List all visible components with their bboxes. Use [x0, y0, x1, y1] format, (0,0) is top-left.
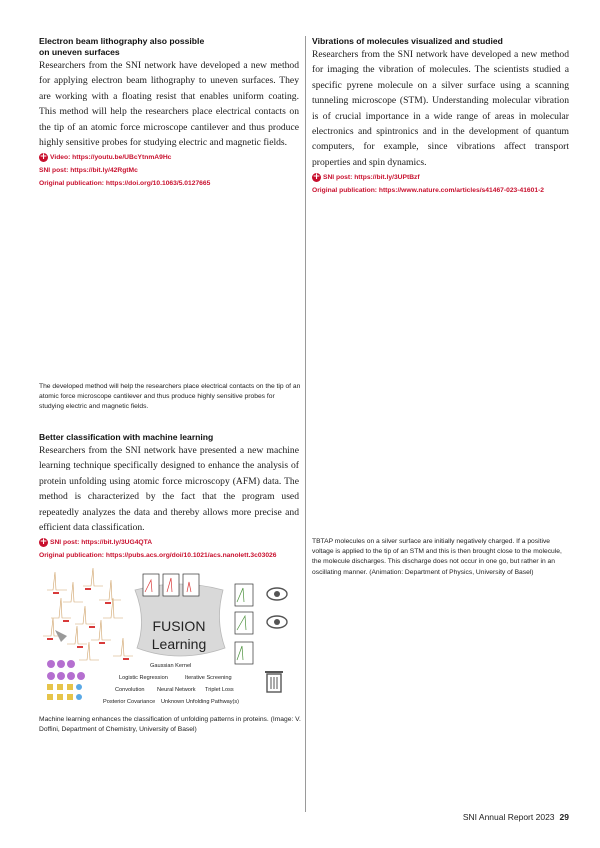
- sni-post-link-ml-label: SNI post: https://bit.ly/3UG4QTA: [50, 539, 153, 547]
- publication-link-lithography[interactable]: Original publication: https://doi.org/10.1063/5.0127665: [39, 180, 211, 188]
- title-line-2: on uneven surfaces: [39, 47, 120, 57]
- trash-icon: [265, 671, 283, 692]
- publication-link-ml[interactable]: Original publication: https://pubs.acs.org/doi/10.1021/acs.nanolett.3c03026: [39, 552, 277, 560]
- article-title-vibrations: Vibrations of molecules visualized and studied: [312, 36, 503, 46]
- title-line-1: Electron beam lithography also possible: [39, 36, 205, 46]
- article-body-vibrations: Researchers from the SNI network have developed a new method for imaging the vibration of molecules. The scientists studied a specific pyrene molecule on a silver surface using a scanning tunneling microscope (STM). Understanding molecular vibration is of crucial importance in a wide range of areas in molecular electronics and spintronics and in the development of quantum computers, for example, since vibrations affect transport properties and spin dynamics.: [312, 49, 569, 168]
- label-logistic-regression: Logistic Regression: [119, 675, 168, 681]
- left-column: [39, 36, 299, 190]
- page-number: 29: [559, 812, 569, 822]
- output-plots: [235, 584, 253, 664]
- force-curves-cluster: [43, 568, 133, 660]
- plus-icon: +: [39, 152, 48, 163]
- lithography-image: [39, 228, 299, 376]
- label-triplet-loss: Triplet Loss: [205, 687, 234, 693]
- article-title-lithography: [39, 36, 299, 58]
- page-footer: [463, 812, 569, 822]
- article-title-machine-learning: Better classification with machine learning: [39, 432, 214, 442]
- plus-icon: +: [39, 537, 48, 548]
- caption-vibrations: TBTAP molecules on a silver surface are initially negatively charged. If a positive voltage is applied to the tip of an STM and this is then brought close to the molecule, the molecule discharges. This discharge does not occur in one go, but rather in an oscillating manner. (Animation: Department of Physics, University of Basel): [312, 538, 562, 576]
- sni-post-link-lithography[interactable]: SNI post: https://bit.ly/42RgtMc: [39, 167, 138, 175]
- article-machine-learning: [39, 432, 299, 562]
- publication-link-vibrations[interactable]: Original publication: https://www.nature.com/articles/s41467-023-41601-2: [312, 187, 545, 195]
- label-iterative-screening: Iterative Screening: [185, 675, 232, 681]
- label-convolution: Convolution: [115, 687, 145, 693]
- fusion-learning-figure: [39, 560, 301, 712]
- label-posterior-covariance: Posterior Covariance: [103, 699, 156, 705]
- eye-icons: [267, 588, 287, 628]
- caption-machine-learning: Machine learning enhances the classification of unfolding patterns in proteins. (Image: V. Doffini, Department of Chemistry, University of Basel): [39, 716, 301, 734]
- column-divider: [305, 36, 306, 812]
- report-name: SNI Annual Report 2023: [462, 812, 555, 822]
- sni-post-link-vibrations[interactable]: [312, 171, 569, 184]
- fusion-label: FUSION: [152, 618, 206, 634]
- video-link-label: Video: https://youtu.be/UBcYtnmA9Hc: [50, 154, 172, 162]
- sni-post-link-ml[interactable]: [39, 536, 299, 549]
- label-gaussian-kernel: Gaussian Kernel: [150, 663, 192, 669]
- label-neural-network: Neural Network: [157, 687, 196, 693]
- right-column: [312, 36, 569, 197]
- sni-post-link-vibrations-label: SNI post: https://bit.ly/3UPtBzf: [323, 174, 420, 182]
- caption-lithography: The developed method will help the researchers place electrical contacts on the tip of an atomic force microscope cantilever and thus produce highly sensitive probes for studying electric and magnetic fields.: [39, 383, 301, 411]
- label-unknown-unfolding: Unknown Unfolding Pathway(s): [161, 699, 240, 705]
- plus-icon: +: [312, 172, 321, 183]
- article-body-machine-learning: Researchers from the SNI network have presented a new machine learning technique specifically designed to enhance the analysis of protein unfolding using atomic force microscopy (AFM) data. The method is characterized by the fact that the program used repeatedly analyzes the data and thereby allows more precise and efficient data classification.: [39, 445, 299, 534]
- article-body-lithography: Researchers from the SNI network have developed a new method for applying electron beam lithography to uneven surfaces. They are working with a floating resist that enables uniform coating. This method will help the researchers place electrical contacts on the tip of an atomic force microscope cantilever and thus produce highly sensitive probes for studying electric and magnetic fields.: [39, 60, 299, 149]
- learning-label: Learning: [151, 636, 207, 652]
- tbtap-animation-image: [312, 196, 569, 526]
- video-link[interactable]: [39, 151, 299, 164]
- afm-tip-illustration: [47, 630, 85, 700]
